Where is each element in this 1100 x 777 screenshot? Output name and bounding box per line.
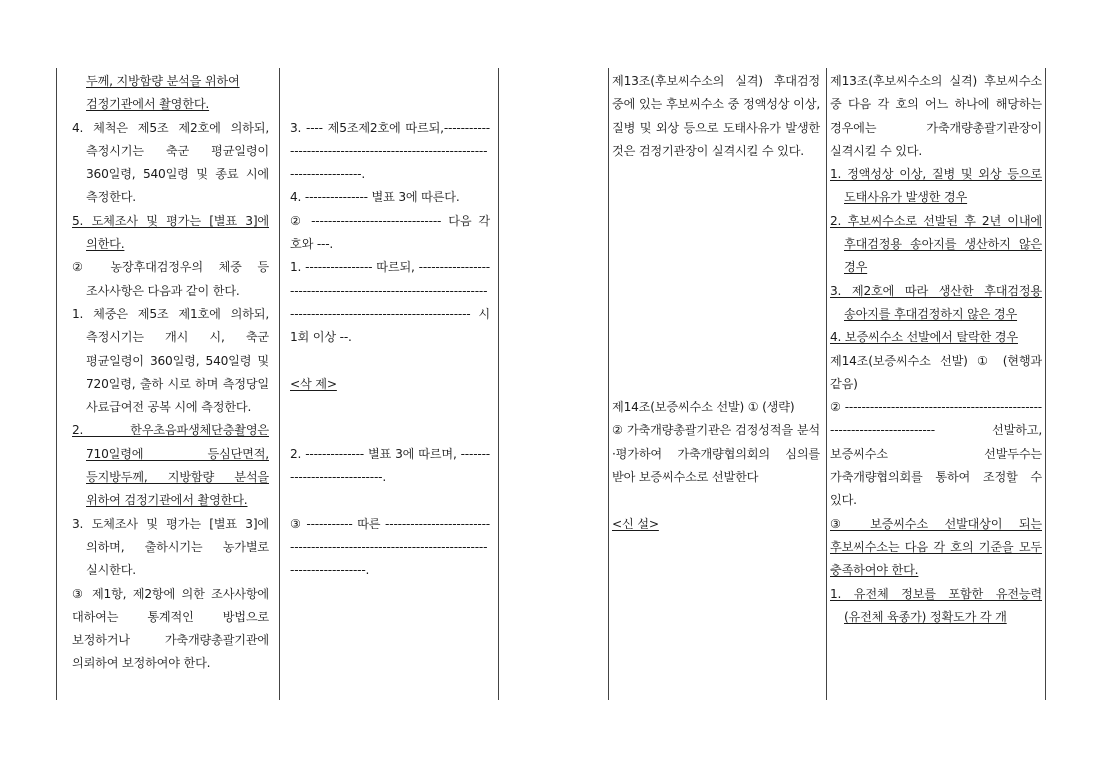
paragraph (830, 350, 1042, 397)
spacer (612, 186, 820, 209)
spacer (290, 419, 490, 442)
spacer (612, 210, 820, 233)
paragraph (612, 419, 820, 489)
paragraph (612, 513, 820, 536)
paragraph-text: ③ ----------- 따른 ------------------------------------------------------------------------------------------. (290, 516, 490, 578)
paragraph (72, 93, 269, 116)
paragraph (72, 70, 269, 93)
spacer (612, 373, 820, 396)
paragraph-text: 제13조(후보씨수소의 실격) 후보씨수소 중 다음 각 호의 어느 하나에 해당하는 경우에는 가축개량총괄기관장이 실격시킬 수 있다. (830, 74, 1042, 158)
paragraph (612, 396, 820, 419)
rule-right-outer (608, 68, 609, 700)
spacer (290, 93, 490, 116)
paragraph (72, 583, 269, 676)
paragraph-text: <삭 제> (290, 376, 337, 391)
paragraph (830, 326, 1042, 349)
paragraph-text: 제14조(보증씨수소 선발) ① (생략) (612, 400, 795, 415)
rule-left-middle (279, 68, 280, 700)
paragraph-text: 검정기관에서 촬영한다. (86, 97, 210, 112)
spacer (612, 350, 820, 373)
spacer (612, 233, 820, 256)
paragraph-text: 2. 후보씨수소로 선발된 후 2년 이내에 후대검정용 송아지를 생산하지 않은 경우 (830, 213, 1042, 275)
paragraph (72, 419, 269, 512)
spacer (290, 396, 490, 419)
paragraph (830, 396, 1042, 512)
paragraph (72, 210, 269, 257)
paragraph (290, 256, 490, 349)
paragraph-text: 5. 도체조사 및 평가는 [별표 3]에 의한다. (72, 213, 269, 252)
paragraph-text: 1. ---------------- 따르되, ----------------------------------------------------------------------------------------------------------- 시 1회 이상 --. (290, 260, 490, 345)
paragraph (72, 303, 269, 419)
right-revised-text-column (830, 70, 1042, 629)
paragraph-text: 두께, 지방함량 분석을 위하여 (86, 74, 240, 88)
spacer (290, 70, 490, 93)
paragraph-text: ② ------------------------------------------------------------------------ 선발하고, 보증씨수소 선발두수는 가축개량협의회를 통하여 조정할 수 있다. (830, 400, 1042, 508)
paragraph-text: 2. 한우초음파생체단층촬영은 710일령에 등심단면적, 등지방두께, 지방함량 분석을 위하여 검정기관에서 촬영한다. (72, 423, 269, 508)
paragraph (72, 256, 269, 303)
paragraph-text: ② ------------------------------- 다음 각 호와 ---. (290, 213, 490, 252)
spacer (290, 350, 490, 373)
paragraph (830, 70, 1042, 163)
rule-right-inner (1045, 68, 1046, 700)
paragraph (290, 186, 490, 209)
paragraph-text: 4. 보증씨수소 선발에서 탈락한 경우 (830, 330, 1018, 345)
paragraph-text: 1. 체중은 제5조 제1호에 의하되, 측정시기는 개시 시, 축군 평균일령이 360일령, 540일령 및 720일령, 출하 시로 하며 측정당일 사료급여전 공복 시에 측정한다. (72, 306, 269, 415)
paragraph (830, 280, 1042, 327)
paragraph (290, 373, 490, 396)
left-current-text-column (72, 70, 269, 676)
paragraph-text: 4. --------------- 별표 3에 따른다. (290, 190, 460, 205)
paragraph (290, 513, 490, 583)
paragraph-text: 1. 정액성상 이상, 질병 및 외상 등으로 도태사유가 발생한 경우 (830, 167, 1042, 205)
spacer (612, 326, 820, 349)
rule-right-middle (826, 68, 827, 700)
left-revised-text-column (290, 70, 490, 583)
paragraph (290, 210, 490, 257)
paragraph-text: 제13조(후보씨수소의 실격) 후대검정 중에 있는 후보씨수소 중 정액성상 이상, 질병 및 외상 등으로 도태사유가 발생한 것은 검정기관장이 실격시킬 수 있다. (612, 74, 820, 158)
rule-left-outer (56, 68, 57, 700)
spacer (612, 163, 820, 186)
paragraph (830, 210, 1042, 280)
paragraph-text: ③ 제1항, 제2항에 의한 조사사항에 대하여는 통계적인 방법으로 보정하거나 가축개량총괄기관에 의뢰하여 보정하여야 한다. (72, 586, 269, 671)
paragraph-text: 2. -------------- 별표 3에 따르며, -----------------------------. (290, 446, 490, 485)
paragraph-text: 제14조(보증씨수소 선발) ① (현행과 같음) (830, 353, 1042, 391)
paragraph (72, 513, 269, 583)
paragraph (290, 443, 490, 490)
paragraph (72, 117, 269, 210)
paragraph-text: 3. ---- 제5조제2호에 따르되,---------------------------------------------------------------------------. (290, 120, 490, 182)
paragraph-text: ② 농장후대검정우의 체중 등 조사사항은 다음과 같이 한다. (72, 260, 269, 298)
paragraph-text: 3. 제2호에 따라 생산한 후대검정용 송아지를 후대검정하지 않은 경우 (830, 283, 1042, 321)
paragraph (290, 117, 490, 187)
paragraph (830, 513, 1042, 583)
spacer (290, 489, 490, 512)
paragraph (830, 163, 1042, 210)
spacer (612, 280, 820, 303)
paragraph-text: ② 가축개량총괄기관은 검정성적을 분석·평가하여 가축개량협의회의 심의를 받아 보증씨수소로 선발한다 (612, 423, 820, 485)
paragraph-text: 4. 체척은 제5조 제2호에 의하되, 측정시기는 축군 평균일령이 360일령, 540일령 및 종료 시에 측정한다. (72, 120, 269, 205)
paragraph-text: ③ 보증씨수소 선발대상이 되는 후보씨수소는 다음 각 호의 기준을 모두 충족하여야 한다. (830, 516, 1042, 578)
right-current-text-column (612, 70, 820, 536)
paragraph (612, 70, 820, 163)
paragraph-text: <신 설> (612, 516, 659, 531)
spacer (612, 489, 820, 512)
paragraph-text: 3. 도체조사 및 평가는 [별표 3]에 의하며, 출하시기는 농가별로 실시한다. (72, 516, 269, 578)
paragraph-text: 1. 유전체 정보를 포함한 유전능력(유전체 육종가) 정확도가 각 개 (830, 586, 1042, 624)
rule-left-inner (498, 68, 499, 700)
paragraph (830, 583, 1042, 630)
spacer (612, 256, 820, 279)
spacer (612, 303, 820, 326)
